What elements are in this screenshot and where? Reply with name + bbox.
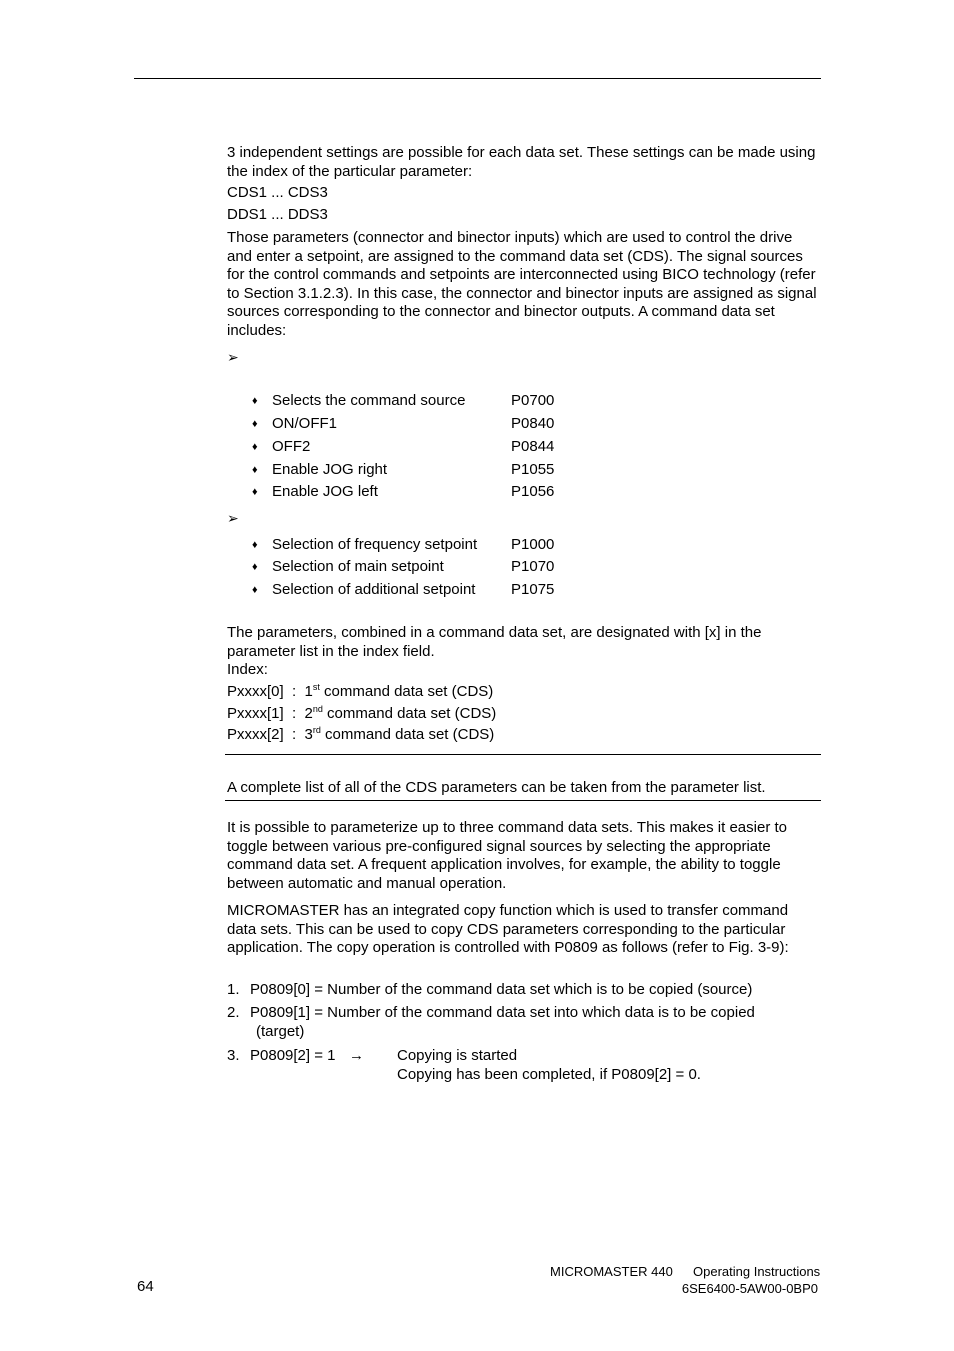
list-item-label: Selects the command source xyxy=(272,392,466,409)
bullet-icon: ♦ xyxy=(252,539,258,551)
list-item-param: P1000 xyxy=(511,536,555,553)
note-top-rule xyxy=(225,754,821,755)
list-item-label: Enable JOG left xyxy=(272,483,378,500)
list-item-param: P0840 xyxy=(511,415,555,432)
dds-range: DDS1 ... DDS3 xyxy=(227,206,328,223)
list-item-param: P1070 xyxy=(511,558,555,575)
designation-paragraph: The parameters, combined in a command data set, are designated with [x] in the parameter list in the index field. xyxy=(227,624,762,660)
list-item-label: Selection of main setpoint xyxy=(272,558,444,575)
step-text: P0809[1] = Number of the command data set into which data is to be copied xyxy=(250,1004,755,1021)
list-item-param: P0700 xyxy=(511,392,555,409)
list-item-param: P1075 xyxy=(511,581,555,598)
index-row: Pxxxx[0] : 1st command data set (CDS) xyxy=(227,682,494,700)
note-text: A complete list of all of the CDS parameters can be taken from the parameter list. xyxy=(227,779,766,796)
step-number: 1. xyxy=(227,981,240,998)
toggle-paragraph: It is possible to parameterize up to three command data sets. This makes it easier to toggle between various pre-configured signal sources by selecting the appropriate command data set. A frequent application involves, for example, the ability to toggle between automatic and manual operation. xyxy=(227,819,787,892)
footer-product: MICROMASTER 440 xyxy=(550,1264,673,1279)
cds-range: CDS1 ... CDS3 xyxy=(227,184,328,201)
step-result: Copying is started xyxy=(397,1047,518,1064)
copy-function-paragraph: MICROMASTER has an integrated copy function which is used to transfer command data sets. This can be used to copy CDS parameters corresponding to the particular application. The copy operation is controlled with P0809 as follows (refer to Fig. 3-9): xyxy=(227,902,789,956)
bullet-icon: ♦ xyxy=(252,561,258,573)
list-item-label: Selection of additional setpoint xyxy=(272,581,476,598)
bullet-icon: ♦ xyxy=(252,441,258,453)
settings-paragraph: 3 independent settings are possible for each data set. These settings can be made using the index of the particular parameter: xyxy=(227,144,816,180)
index-row: Pxxxx[1] : 2nd command data set (CDS) xyxy=(227,704,497,722)
header-rule xyxy=(134,78,821,79)
bullet-icon: ♦ xyxy=(252,395,258,407)
step-number: 3. xyxy=(227,1047,240,1064)
bullet-icon: ♦ xyxy=(252,464,258,476)
list-item-label: Enable JOG right xyxy=(272,461,388,478)
params-paragraph: Those parameters (connector and binector inputs) which are used to control the drive and enter a setpoint, are assigned to the command data set (CDS). The signal sources for the control commands and setpoints are interconnected using BICO technology (refer to Section 3.1.2.3). In this case, the connector and binector inputs are assigned as signal sources corresponding to the connector and binector outputs. A command data set includes: xyxy=(227,229,817,339)
group1-arrow-icon: ➢ xyxy=(227,349,239,365)
index-label: Index: xyxy=(227,661,268,678)
bullet-icon: ♦ xyxy=(252,486,258,498)
footer-order-number: 6SE6400-5AW00-0BP0 xyxy=(681,1281,818,1296)
list-item-label: ON/OFF1 xyxy=(272,415,338,432)
step-text: P0809[0] = Number of the command data set which is to be copied (source) xyxy=(250,981,753,998)
step-number: 2. xyxy=(227,1004,240,1021)
list-item-label: Selection of frequency setpoint xyxy=(272,536,478,553)
right-arrow-icon: → xyxy=(349,1047,364,1064)
group2-arrow-icon: ➢ xyxy=(227,510,239,526)
page-number: 64 xyxy=(137,1278,154,1295)
list-item-param: P0844 xyxy=(511,438,555,455)
step-text: P0809[2] = 1 xyxy=(250,1047,336,1064)
bullet-icon: ♦ xyxy=(252,418,258,430)
footer-doc-type: Operating Instructions xyxy=(693,1264,821,1279)
list-item-param: P1056 xyxy=(511,483,555,500)
list-item-label: OFF2 xyxy=(272,438,311,455)
list-item-param: P1055 xyxy=(511,461,555,478)
step-result: Copying has been completed, if P0809[2] = 0. xyxy=(397,1066,701,1083)
index-row: Pxxxx[2] : 3rd command data set (CDS) xyxy=(227,725,495,743)
bullet-icon: ♦ xyxy=(252,584,258,596)
step-text-continued: (target) xyxy=(256,1023,305,1040)
note-bottom-rule xyxy=(225,800,821,801)
